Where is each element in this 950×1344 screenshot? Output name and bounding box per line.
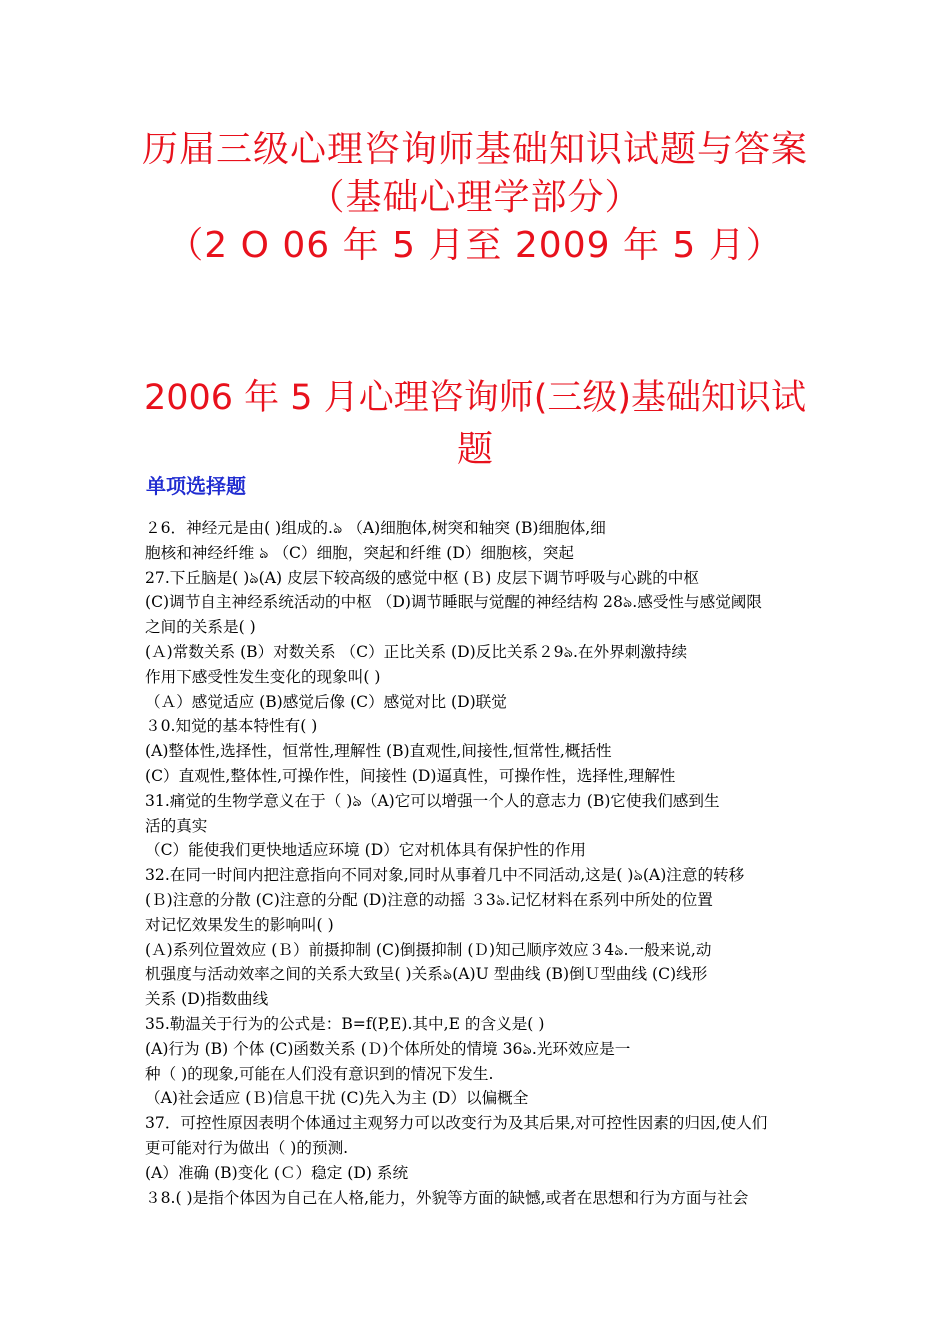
title-line-3: （2 O 06 年 5 月至 2009 年 5 月） (167, 225, 783, 266)
text-line: ３8.( )是指个体因为自己在人格,能力，外貌等方面的缺憾,或者在思想和行为方面与社会 (145, 1188, 749, 1207)
text-line: 胞核和神经纤维 ঌ （C）细胞，突起和纤维 (D）细胞核，突起 (145, 543, 575, 562)
text-line: 31.痛觉的生物学意义在于（ )ঌ（A)它可以增强一个人的意志力 (B)它使我们感到生 (145, 791, 720, 810)
text-line: 对记忆效果发生的影响叫( ) (145, 915, 334, 934)
text-line: (Ａ)系列位置效应 (Ｂ）前摄抑制 (C)倒摄抑制 (Ｄ)知己顺序效应３4ঌ.一般来说,动 (145, 940, 712, 959)
text-line: ２6．神经元是由( )组成的.ঌ （A)细胞体,树突和轴突 (B)细胞体,细 (145, 519, 606, 537)
document-title (0, 126, 950, 270)
text-line: 之间的关系是( ) (145, 618, 256, 637)
text-line: 活的真实 (145, 816, 208, 835)
text-line: ３0.知觉的基本特性有( ) (145, 717, 318, 736)
section-title-line-1: 2006 年 5 月心理咨询师(三级)基础知识试 (143, 378, 807, 418)
text-line: (A）准确 (B)变化 (Ｃ）稳定 (D) 系统 (145, 1163, 409, 1182)
title-line-1: 历届三级心理咨询师基础知识试题与答案 (141, 129, 808, 170)
section-subhead: 单项选择题 (146, 474, 246, 498)
section-title (140, 372, 810, 476)
text-line: (A)整体性,选择性，恒常性,理解性 (B)直观性,间接性,恒常性,概括性 (145, 742, 612, 761)
text-line: 27.下丘脑是( )ঌ(A) 皮层下较高级的感觉中枢 (Ｂ) 皮层下调节呼吸与心跳的中枢 (145, 568, 699, 587)
question-text-block (145, 516, 810, 1210)
text-line: （Ａ）感觉适应 (B)感觉后像 (C）感觉对比 (D)联觉 (145, 692, 507, 711)
section-title-line-2: 题 (456, 429, 493, 470)
title-line-2: （基础心理学部分） (308, 177, 642, 218)
text-line: 37．可控性原因表明个体通过主观努力可以改变行为及其后果,对可控性因素的归因,使人们 (145, 1114, 768, 1133)
text-line: (C）直观性,整体性,可操作性，间接性 (D)逼真性，可操作性，选择性,理解性 (145, 766, 676, 785)
text-line: 机强度与活动效率之间的关系大致呈( )关系ঌ(A)U 型曲线 (B)倒Ｕ型曲线 (C)线形 (145, 965, 708, 984)
text-line: (C)调节自主神经系统活动的中枢 （D)调节睡眠与觉醒的神经结构 28ঌ.感受性与感觉阈限 (145, 593, 762, 612)
text-line: (A)行为 (B) 个体 (C)函数关系 (Ｄ)个体所处的情境 36ঌ.光环效应是一 (145, 1039, 631, 1058)
text-line: 更可能对行为做出（ )的预测. (145, 1138, 349, 1157)
text-line: 35.勒温关于行为的公式是：B=f(P,E).其中,E 的含义是( ) (145, 1014, 545, 1033)
text-line: 作用下感受性发生变化的现象叫( ) (145, 667, 381, 686)
text-line: （A)社会适应 (Ｂ)信息干扰 (C)先入为主 (D）以偏概全 (145, 1089, 529, 1108)
text-line: 种（ )的现象,可能在人们没有意识到的情况下发生. (145, 1064, 494, 1083)
text-line: （C）能使我们更快地适应环境 (D）它对机体具有保护性的作用 (145, 841, 586, 860)
text-line: 32.在同一时间内把注意指向不同对象,同时从事着几中不同活动,这是( )ঌ(A)注意的转移 (145, 866, 745, 885)
text-line: (Ｂ)注意的分散 (C)注意的分配 (D)注意的动摇 ３3ঌ.记忆材料在系列中所处的位置 (145, 890, 713, 909)
text-line: 关系 (D)指数曲线 (145, 990, 269, 1009)
text-line: (Ａ)常数关系 (B）对数关系 （C）正比关系 (D)反比关系２9ঌ.在外界刺激持续 (145, 642, 688, 661)
